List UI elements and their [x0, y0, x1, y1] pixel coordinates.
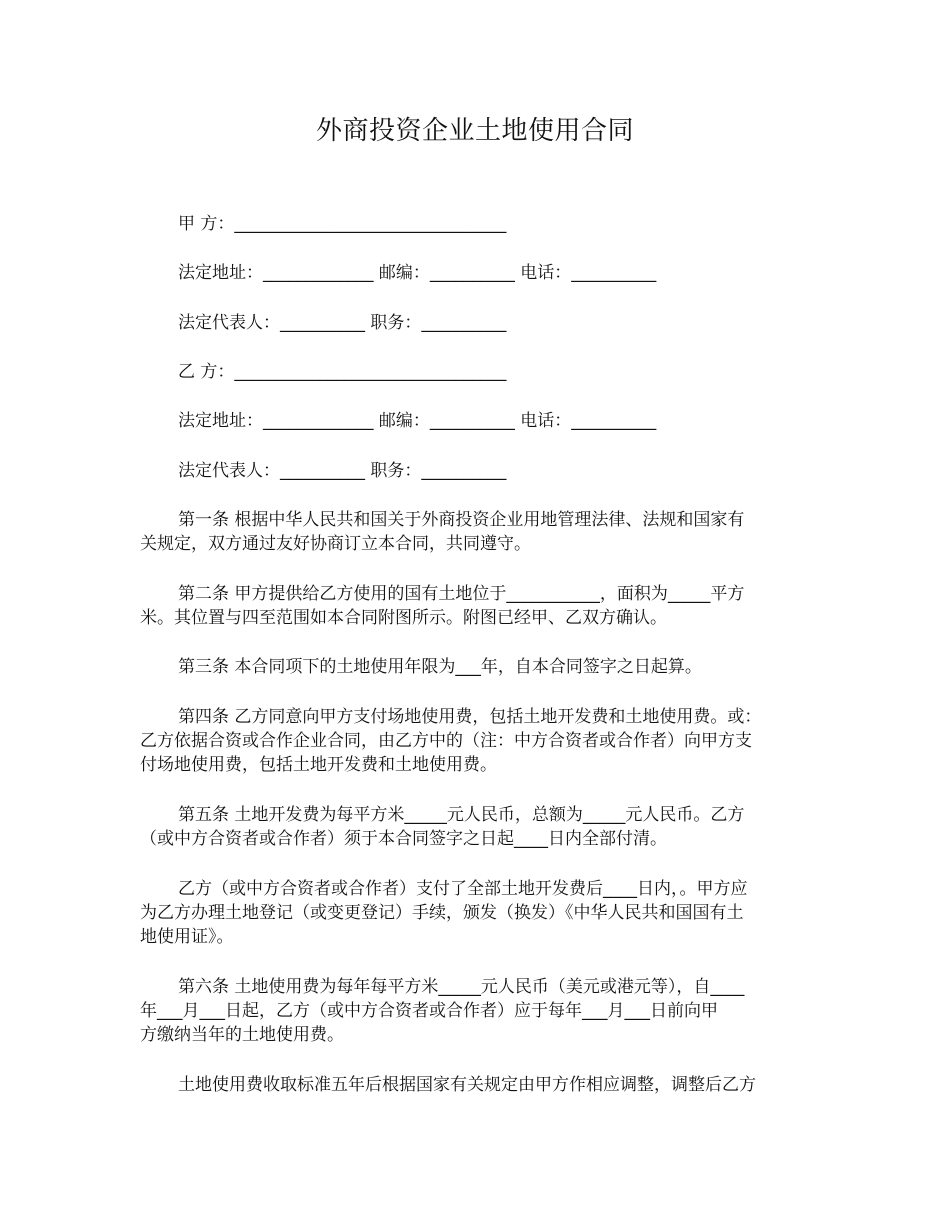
article-5-line-2: （或中方合资者或合作者）须于本合同签字之日起____日内全部付清。 — [140, 829, 667, 849]
article-6-line-3: 方缴纳当年的土地使用费。 — [140, 1025, 344, 1045]
article-1-line-1: 第一条 根据中华人民共和国关于外商投资企业用地管理法律、法规和国家有 — [178, 510, 745, 530]
article-5-continued-line-2: 为乙方办理土地登记（或变更登记）手续，颁发（换发）《中华人民共和国国有土 — [140, 903, 744, 923]
article-5-continued — [140, 877, 812, 949]
article-3 — [140, 655, 812, 679]
article-6-continued — [140, 1073, 812, 1097]
article-3-line-1: 第三条 本合同项下的土地使用年限为___年，自本合同签字之日起算。 — [178, 657, 702, 677]
article-6-line-2: 年___月___日起，乙方（或中方合资者或合作者）应于每年___月___日前向甲 — [140, 1001, 718, 1021]
article-2-line-2: 米。其位置与四至范围如本合同附图所示。附图已经甲、乙双方确认。 — [140, 608, 667, 628]
party-b-line: 乙 方：________________________________ — [178, 362, 507, 382]
article-2-line-1: 第二条 甲方提供给乙方使用的国有土地位于___________，面积为_____平方 — [178, 584, 745, 604]
article-4-line-2: 乙方依据合资或合作企业合同，由乙方中的（注：中方合资者或合作者）向甲方支 — [140, 731, 752, 751]
article-2 — [140, 582, 812, 630]
article-5-line-1: 第五条 土地开发费为每平方米_____元人民币，总额为_____元人民币。乙方 — [178, 805, 745, 825]
party-a-address-line: 法定地址：_____________ 邮编：__________ 电话：__________ — [178, 263, 657, 283]
article-6-line-1: 第六条 土地使用费为每年每平方米_____元人民币（美元或港元等），自____ — [178, 977, 745, 997]
article-5-continued-line-1: 乙方（或中方合资者或合作者）支付了全部土地开发费后____日内，。甲方应 — [178, 879, 748, 899]
party-b-representative-line: 法定代表人：__________ 职务：__________ — [178, 461, 507, 481]
article-1-line-2: 关规定，双方通过友好协商订立本合同，共同遵守。 — [140, 534, 531, 554]
article-5 — [140, 803, 812, 851]
article-4-line-1: 第四条 乙方同意向甲方支付场地使用费，包括土地开发费和土地使用费。或： — [178, 707, 762, 727]
article-1 — [140, 508, 812, 556]
article-4-line-3: 付场地使用费，包括土地开发费和土地使用费。 — [140, 755, 497, 775]
article-6 — [140, 975, 812, 1047]
party-a-representative-line: 法定代表人：__________ 职务：__________ — [178, 313, 507, 333]
article-5-continued-line-3: 地使用证》。 — [140, 927, 234, 947]
party-b-address-line: 法定地址：_____________ 邮编：__________ 电话：__________ — [178, 411, 657, 431]
document-title: 外商投资企业土地使用合同 — [315, 116, 634, 146]
article-6-continued-line-1: 土地使用费收取标准五年后根据国家有关规定由甲方作相应调整，调整后乙方 — [178, 1075, 756, 1095]
article-4 — [140, 705, 812, 777]
party-a-line: 甲 方：________________________________ — [178, 214, 507, 234]
